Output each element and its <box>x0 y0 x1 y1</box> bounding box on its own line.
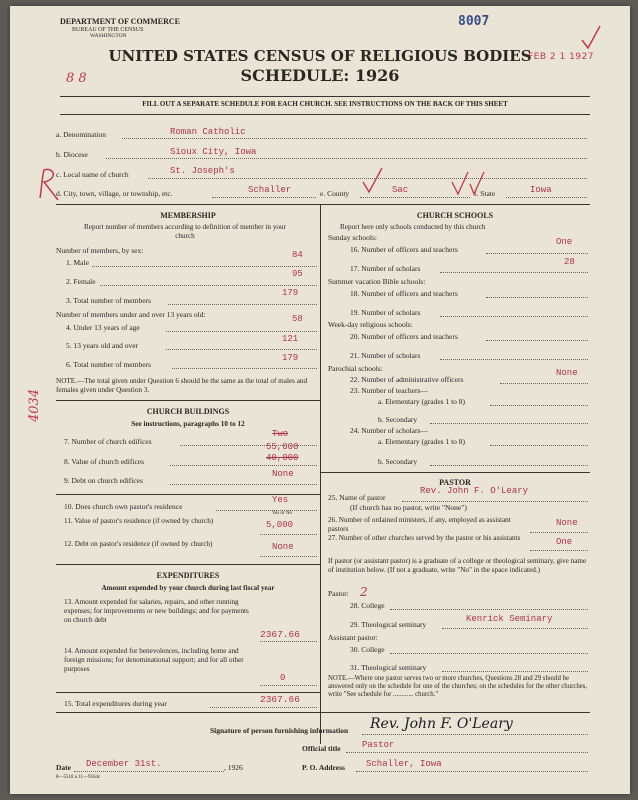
q25-label: 25. Name of pastor <box>328 493 386 502</box>
q8-label: 8. Value of church edifices <box>64 457 145 466</box>
q29-label: 29. Theological seminary <box>350 620 427 629</box>
church-name-value: St. Joseph's <box>170 166 235 176</box>
form-codes: 8—5518 a 11—9564c <box>56 775 101 780</box>
red-r-mark-icon <box>32 164 72 204</box>
membership-intro: Report number of members according to definition of member in your church <box>84 223 286 240</box>
schools-heading: CHURCH SCHOOLS <box>416 211 494 220</box>
q24b-label: b. Secondary <box>378 457 418 466</box>
by-sex-label: Number of members, by sex: <box>56 246 144 255</box>
q17-value: 28 <box>564 257 575 267</box>
bureau-name: BUREAU OF THE CENSUS <box>72 27 144 33</box>
pastor-note: NOTE.—Where one pastor serves two or more churches, Questions 28 and 29 should be answered only on the schedule for one of the churches; on the schedules for the other churches, write "See schedule for ............ church." <box>328 675 588 699</box>
diocese-value: Sioux City, Iowa <box>170 147 257 157</box>
q8-value: 40,000 <box>266 453 299 463</box>
q22-value: None <box>556 368 578 378</box>
church-name-label: c. Local name of church <box>56 170 129 179</box>
signature-value: Rev. John F. O'Leary <box>370 716 513 732</box>
q25-note: (If church has no pastor, write "None") <box>350 503 467 512</box>
q26-value: None <box>556 518 578 528</box>
q27-label: 27. Number of other churches served by the pastor or his assistants <box>328 534 521 542</box>
q2-label: 2. Female <box>66 277 96 286</box>
grad-note: If pastor (or assistant pastor) is a graduate of a college or theological seminary, give name of institution below. (If not a graduate, write "No" in the space indicated.) <box>328 557 587 574</box>
form-instruction: FILL OUT A SEPARATE SCHEDULE FOR EACH CHURCH. SEE INSTRUCTIONS ON THE BACK OF THIS SHEET <box>142 100 508 108</box>
census-schedule-page <box>10 6 630 794</box>
county-label: e. County <box>320 189 350 198</box>
q6-value: 179 <box>282 353 299 363</box>
q3-value: 179 <box>282 288 299 298</box>
q20-label: 20. Number of officers and teachers <box>350 332 458 341</box>
stamp-number: 8007 <box>458 14 490 29</box>
q17-label: 17. Number of scholars <box>350 264 421 273</box>
q22-label: 22. Number of administrative officers <box>350 375 464 384</box>
q14-label: 14. Amount expended for benevolences, including home and foreign missions; for denominational support; and for all other purposes <box>64 647 244 673</box>
margin-note: 4034 <box>27 388 42 422</box>
bureau-city: WASHINGTON <box>90 33 127 39</box>
q26-label: 26. Number of ordained ministers, if any, employed as assistant pastors <box>328 516 511 533</box>
q7-value: Two <box>272 429 289 439</box>
city-value: Schaller <box>248 185 292 195</box>
date-value: December 31st. <box>86 759 162 769</box>
q5-value: 121 <box>282 334 299 344</box>
yes-no-hint: Yes or No <box>272 511 293 516</box>
sunday-label: Sunday schools: <box>328 233 377 242</box>
age-intro: Number of members under and over 13 years old: <box>56 310 206 319</box>
city-label: d. City, town, village, or township, etc. <box>56 189 173 198</box>
q8-new-value: 55,000 <box>266 442 299 452</box>
po-address-label: P. O. Address <box>302 763 345 772</box>
q11-label: 11. Value of pastor's residence (if owned by church) <box>64 517 214 525</box>
membership-heading: MEMBERSHIP <box>160 211 216 220</box>
q15-label: 15. Total expenditures during year <box>64 699 167 708</box>
q13-label: 13. Amount expended for salaries, repairs, and other running expenses; for improvements or new buildings; and for payments on church debt <box>64 598 249 624</box>
q11-value: 5,000 <box>266 520 294 530</box>
q9-label: 9. Debt on church edifices <box>64 476 143 485</box>
q25-value: Rev. John F. O'Leary <box>420 486 529 496</box>
q23b-label: b. Secondary <box>378 415 418 424</box>
q29-value: Kenrick Seminary <box>466 614 553 624</box>
q23-label: 23. Number of teachers— <box>350 386 428 395</box>
q18-label: 18. Number of officers and teachers <box>350 289 458 298</box>
form-subtitle: SCHEDULE: 1926 <box>240 66 400 85</box>
denomination-label: a. Denomination <box>56 130 106 139</box>
q13-value: 2367.66 <box>260 629 300 640</box>
received-date-stamp: FEB 2 1 1927 <box>528 52 594 62</box>
q12-label: 12. Debt on pastor's residence (if owned by church) <box>64 540 213 548</box>
q4-label: 4. Under 13 years of age <box>66 323 140 332</box>
q9-value: None <box>272 469 294 479</box>
q16-value: One <box>556 237 573 247</box>
official-title-label: Official title <box>302 744 341 753</box>
date-year: , 1926 <box>224 763 243 772</box>
pastor-heading: PASTOR <box>439 478 471 487</box>
pastor-label: Pastor: <box>328 589 349 598</box>
signature-label: Signature of person furnishing information <box>210 726 349 735</box>
diocese-label: b. Diocese <box>56 150 88 159</box>
q27-value: One <box>556 537 573 547</box>
date-label: Date <box>56 763 71 772</box>
q1-value: 84 <box>292 250 303 260</box>
q10-value: Yes <box>272 495 289 505</box>
weekday-label: Week-day religious schools: <box>328 320 413 329</box>
q6-label: 6. Total number of members <box>66 360 151 369</box>
state-value: Iowa <box>530 185 552 195</box>
q16-label: 16. Number of officers and teachers <box>350 245 458 254</box>
q30-label: 30. College <box>350 645 385 654</box>
buildings-heading: CHURCH BUILDINGS <box>146 407 230 416</box>
official-title-value: Pastor <box>362 740 395 750</box>
q24a-label: a. Elementary (grades 1 to 8) <box>378 437 466 446</box>
dept-name: DEPARTMENT OF COMMERCE <box>60 17 181 26</box>
q10-label: 10. Does church own pastor's residence <box>64 502 183 511</box>
q21-label: 21. Number of scholars <box>350 351 421 360</box>
state-check-icon <box>450 170 486 196</box>
q7-label: 7. Number of church edifices <box>64 437 152 446</box>
asst-label: Assistant pastor: <box>328 633 378 642</box>
membership-note: NOTE.—The total given under Question 6 should be the same as the total of males and females given under Question 3. <box>56 377 308 394</box>
q5-label: 5. 13 years old and over <box>66 341 139 350</box>
denomination-value: Roman Catholic <box>170 127 246 137</box>
q4-value: 58 <box>292 314 303 324</box>
check-mark-icon <box>580 24 602 52</box>
summer-label: Summer vacation Bible schools: <box>328 277 426 286</box>
form-title: UNITED STATES CENSUS OF RELIGIOUS BODIES <box>108 47 532 65</box>
parochial-label: Parochial schools: <box>328 364 383 373</box>
q28-label: 28. College <box>350 601 385 610</box>
q2-value: 95 <box>292 269 303 279</box>
pastor-number: 2 <box>360 585 368 599</box>
county-value: Sac <box>392 185 409 195</box>
q23a-label: a. Elementary (grades 1 to 8) <box>378 397 466 406</box>
expenditures-heading: EXPENDITURES <box>156 571 220 580</box>
county-check-icon <box>360 166 386 196</box>
q31-label: 31. Theological seminary <box>350 663 427 672</box>
q1-label: 1. Male <box>66 258 89 267</box>
q15-value: 2367.66 <box>260 694 300 705</box>
q14-value: 0 <box>280 673 286 683</box>
q24-label: 24. Number of scholars— <box>350 426 428 435</box>
po-address-value: Schaller, Iowa <box>366 759 442 769</box>
schools-intro: Report here only schools conducted by this church <box>340 223 486 231</box>
q12-value: None <box>272 542 294 552</box>
handwritten-number: 8 8 <box>66 71 87 86</box>
state-label: f. State <box>474 189 496 198</box>
expenditures-sub: Amount expended by your church during last fiscal year <box>101 584 275 592</box>
q3-label: 3. Total number of members <box>66 296 151 305</box>
buildings-sub: See instructions, paragraphs 10 to 12 <box>131 420 245 428</box>
q19-label: 19. Number of scholars <box>350 308 421 317</box>
